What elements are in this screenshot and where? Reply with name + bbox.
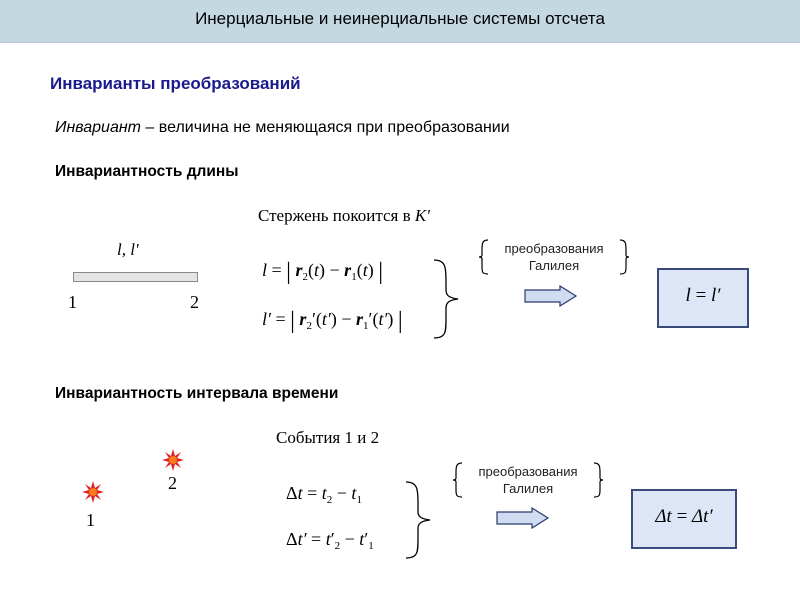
length-result: l = l′ [685,285,721,306]
event-1-label: 1 [86,510,95,530]
definition-term: Инвариант [55,119,141,136]
length-result-lhs: l [685,285,691,306]
length-transform-line1: преобразования [504,241,604,256]
rod-label: l, l' [117,240,139,259]
length-transform-label [488,240,620,274]
event-2-star-burst-icon [162,449,184,471]
time-transform-line2: Галилея [502,481,554,496]
time-formula-1: $\Delta t = t_2 - t_1$ [286,483,362,506]
definition-text: – величина не меняющаяся при преобразовании [140,119,510,136]
length-formula-2: l′ = | $r_2'(t') - r_1'(t')$ | [262,308,403,334]
length-formula-1: l = | $r_2(t) - r_1(t)$ | [262,259,384,285]
time-brace-icon [402,478,442,562]
length-right-arrow-icon [524,285,578,307]
time-transform-line1: преобразования [478,464,578,479]
rod [73,272,198,282]
length-transform-line2: Галилея [528,258,580,273]
time-formula-2: $\Delta t' = t'_2 - t'_1$ [286,529,374,552]
event-2-label: 2 [168,473,177,493]
time-result: Δt = Δt′ [655,506,713,527]
length-brace-icon [430,256,470,342]
time-result-lhs: Δt [655,506,672,527]
section-title: Инварианты преобразований [50,74,301,93]
rod-frame: K' [414,206,430,225]
length-heading: Инвариантность длины [55,163,239,180]
time-result-rhs: Δt′ [692,506,713,527]
rod-caption-text: Стержень покоится в [258,206,415,225]
rod-end-2: 2 [190,292,199,312]
time-transform-label [462,463,594,497]
rod-end-1: 1 [68,292,77,312]
event-1-star-burst-icon [82,481,104,503]
time-right-arrow-icon [496,507,550,529]
slide-title: Инерциальные и неинерциальные системы отсчета [195,9,605,28]
time-heading: Инвариантность интервала времени [55,385,339,402]
definition [55,119,510,137]
length-result-rhs: l′ [711,285,721,306]
events-caption: События 1 и 2 [276,428,380,447]
rod-caption [258,206,430,226]
